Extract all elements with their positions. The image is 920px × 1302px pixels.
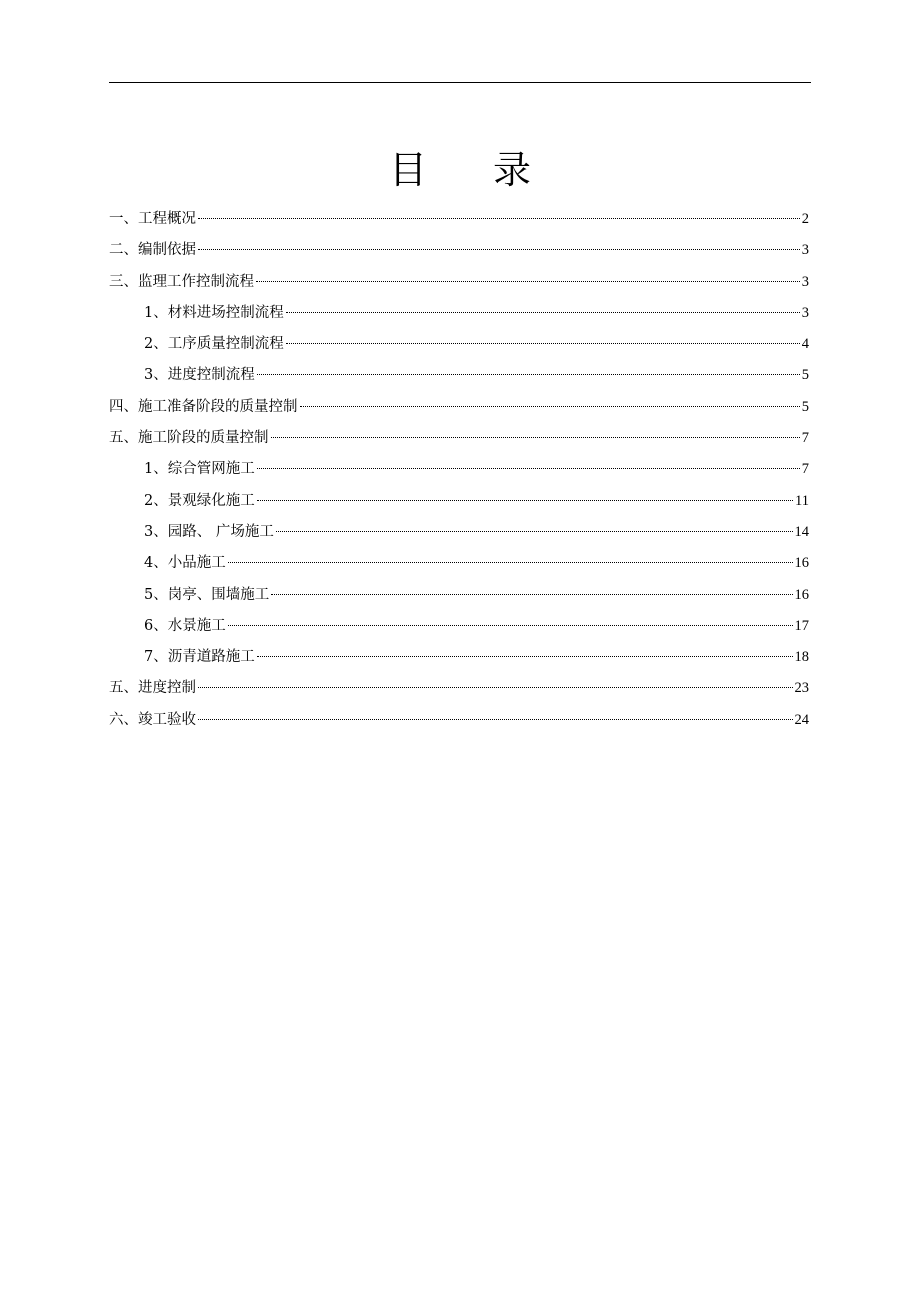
toc-dot-leader <box>286 312 800 313</box>
toc-entry-page: 16 <box>794 586 809 603</box>
toc-entry[interactable] <box>109 329 809 360</box>
toc-entry-label: 1、材料进场控制流程 <box>144 304 284 321</box>
toc-entry[interactable] <box>109 267 809 298</box>
toc-entry-page: 3 <box>801 304 809 321</box>
toc-entry-label: 五、进度控制 <box>109 680 196 697</box>
toc-entry-page: 5 <box>801 398 809 415</box>
toc-dot-leader <box>228 625 793 626</box>
toc-entry[interactable] <box>109 360 809 391</box>
toc-dot-leader <box>257 468 800 469</box>
toc-entry[interactable] <box>109 548 809 579</box>
header-rule <box>109 82 811 83</box>
toc-entry-label: 三、监理工作控制流程 <box>109 273 254 290</box>
toc-dot-leader <box>300 406 800 407</box>
toc-entry-page: 5 <box>801 367 809 384</box>
toc-entry[interactable] <box>109 486 809 517</box>
toc-entry-page: 23 <box>794 680 809 697</box>
toc-entry-page: 2 <box>801 211 809 227</box>
toc-entry[interactable] <box>109 235 809 266</box>
toc-entry-label: 五、施工阶段的质量控制 <box>109 430 269 447</box>
toc-entry-page: 4 <box>801 336 809 353</box>
toc-dot-leader <box>257 656 793 657</box>
toc-entry-label: 2、景观绿化施工 <box>144 492 255 509</box>
toc-entry-page: 18 <box>794 649 809 666</box>
toc-dot-leader <box>228 562 793 563</box>
toc-entry-label: 7、沥青道路施工 <box>144 649 255 666</box>
toc-entry-label: 四、施工准备阶段的质量控制 <box>109 398 298 415</box>
toc-entry[interactable] <box>109 517 809 548</box>
toc-entry-label: 3、园路、 广场施工 <box>144 523 274 540</box>
toc-entry[interactable] <box>109 611 809 642</box>
toc-entry-label: 二、编制依据 <box>109 242 196 259</box>
toc-entry-page: 7 <box>801 430 809 447</box>
toc-dot-leader <box>198 687 793 688</box>
toc-dot-leader <box>198 249 800 250</box>
toc-entry-page: 3 <box>801 273 809 290</box>
toc-dot-leader <box>257 500 793 501</box>
toc-entry[interactable] <box>109 454 809 485</box>
toc-dot-leader <box>198 719 793 720</box>
toc-entry-label: 1、综合管网施工 <box>144 461 255 478</box>
toc-dot-leader <box>271 594 792 595</box>
toc-entry-page: 11 <box>795 492 809 509</box>
toc-entry[interactable] <box>109 705 809 736</box>
toc-entry-page: 7 <box>801 461 809 478</box>
toc-entry-page: 24 <box>794 711 809 728</box>
toc-entry-page: 3 <box>801 242 809 259</box>
toc-dot-leader <box>286 343 800 344</box>
toc-entry-label: 4、小品施工 <box>144 555 226 572</box>
toc-entry[interactable] <box>109 204 809 235</box>
toc-dot-leader <box>271 437 800 438</box>
toc-dot-leader <box>276 531 793 532</box>
toc-dot-leader <box>257 374 800 375</box>
toc-entry-label: 5、岗亭、围墙施工 <box>144 586 270 603</box>
toc-entry[interactable] <box>109 423 809 454</box>
toc-title: 目录 <box>388 148 597 192</box>
toc-entry-label: 一、工程概况 <box>109 211 196 227</box>
toc-dot-leader <box>198 218 800 219</box>
toc-entry-label: 6、水景施工 <box>144 617 226 634</box>
toc-entry[interactable] <box>109 392 809 423</box>
toc-entry[interactable] <box>109 642 809 673</box>
toc-entry-page: 16 <box>794 555 809 572</box>
toc-entry-page: 17 <box>794 617 809 634</box>
toc-entry[interactable] <box>109 298 809 329</box>
toc-dot-leader <box>256 281 800 282</box>
toc-entry-label: 六、竣工验收 <box>109 711 196 728</box>
table-of-contents <box>109 204 809 736</box>
toc-entry[interactable] <box>109 673 809 704</box>
toc-entry[interactable] <box>109 580 809 611</box>
toc-entry-label: 2、工序质量控制流程 <box>144 336 284 353</box>
toc-entry-label: 3、进度控制流程 <box>144 367 255 384</box>
toc-entry-page: 14 <box>794 523 809 540</box>
